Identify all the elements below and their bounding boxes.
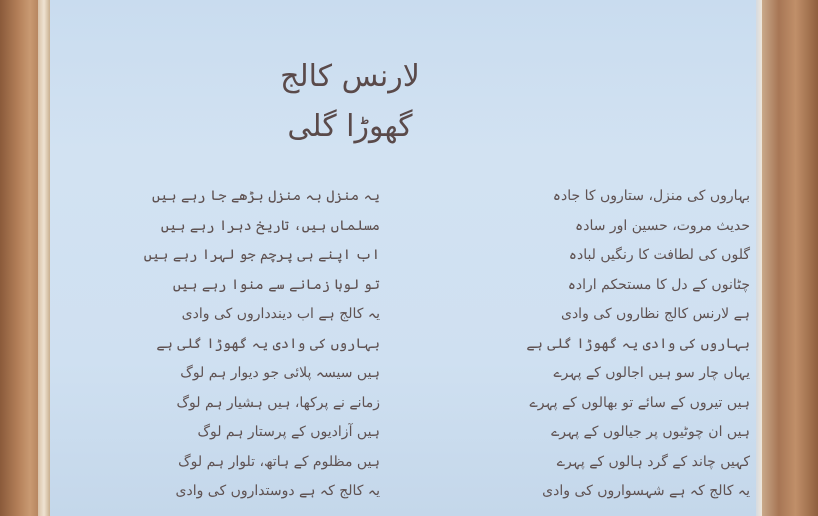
poem-line: زمانے نے پرکھا، ہیں ہشیار ہم لوگ — [176, 394, 380, 411]
poem-line: ہیں مظلوم کے ہاتھ، تلوار ہم لوگ — [178, 453, 380, 470]
poem-line: یہاں چار سو ہیں اجالوں کے پہرے — [553, 365, 750, 381]
poem-column-right — [420, 182, 750, 507]
poem-line: یہ کالج کہ ہے شہسواروں کی وادی — [542, 483, 750, 499]
poem-line: تو لوہا زمانے سے منوا رہے ہیں — [172, 276, 380, 293]
poem-line: چٹانوں کے دل کا مستحکم ارادہ — [567, 276, 750, 293]
poem-line: یہ کالج کہ ہے دوستداروں کی وادی — [175, 483, 380, 499]
frame-left-trim — [38, 0, 50, 516]
poem-line: مسلماں ہیں، تاریخ دہرا رہے ہیں — [160, 217, 380, 234]
poem-line: یہ کالج ہے اب دیندداروں کی وادی — [181, 306, 380, 322]
poem-line: ہے لارنس کالج نظاروں کی وادی — [560, 306, 750, 322]
poem-line: ہیں ان چوٹیوں پر جیالوں کے پہرے — [551, 424, 750, 440]
poem-line: بہاروں کی وادی یہ گھوڑا گلی ہے — [526, 335, 750, 352]
poem-line: بہاروں کی منزل، ستاروں کا جادہ — [552, 188, 750, 204]
poem-title: لارنس کالج گھوڑا گلی — [280, 59, 420, 144]
poem-line: ہیں آزادیوں کے پرستار ہم لوگ — [197, 424, 380, 440]
poem-line: گلوں کی لطافت کا رنگیں لبادہ — [568, 247, 750, 263]
poem-line: بہاروں کی وادی یہ گھوڑا گلی ہے — [156, 335, 380, 352]
poem-line: اب اپنے ہی پرچم جو لہرا رہے ہیں — [143, 247, 380, 263]
frame-right-edge — [762, 0, 818, 516]
poem-line: حدیث مروت، حسین اور سادہ — [575, 217, 750, 234]
poem-line: یہ منزل بہ منزل بڑھے جا رہے ہیں — [151, 188, 380, 204]
poem-line: ہیں سیسہ پلائی جو دیوار ہم لوگ — [180, 365, 380, 381]
poem-line: کہیں چاند کے گرد ہالوں کے پہرے — [556, 453, 750, 470]
poem-column-left — [80, 182, 380, 507]
poem-line: ہیں تیروں کے سائے تو بھالوں کے پہرے — [529, 394, 750, 411]
